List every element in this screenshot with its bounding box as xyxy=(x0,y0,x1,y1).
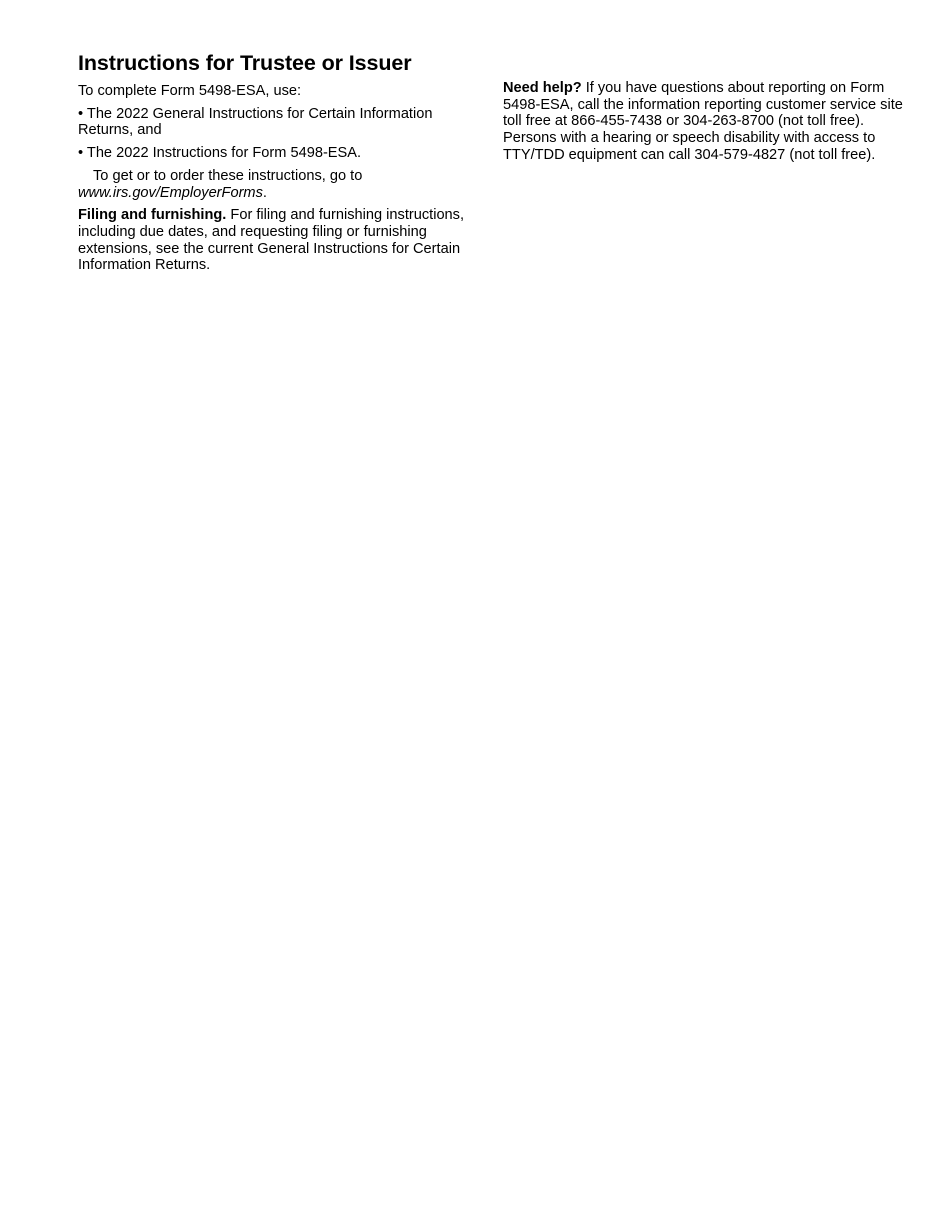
filing-paragraph xyxy=(78,207,470,274)
employer-forms-link[interactable]: www.irs.gov/EmployerForms xyxy=(78,184,263,201)
bullet-form-instructions: • The 2022 Instructions for Form 5498-ESA. xyxy=(78,145,362,162)
filing-text: For filing and furnishing instructions, including due dates, and requesting filing or furnishing extensions, see the current General Instructions for Certain Information Returns. xyxy=(78,207,465,274)
get-order-paragraph xyxy=(78,168,470,201)
page-title: Instructions for Trustee or Issuer xyxy=(78,51,412,75)
bullet-general-instructions: • The 2022 General Instructions for Certain Information Returns, and xyxy=(78,105,433,139)
filing-heading: Filing and furnishing. xyxy=(78,207,227,224)
left-column xyxy=(78,50,470,274)
get-order-period: . xyxy=(262,184,267,201)
right-column xyxy=(503,80,903,164)
help-paragraph xyxy=(503,80,903,164)
help-text: If you have questions about reporting on Form 5498-ESA, call the information reporting customer service site toll free at 866-455-7438 or 304-263-8700 (not toll free). Persons with a hearing or speech disability with access to TTY/TDD equipment can call 304-579-4827 (not toll free). xyxy=(503,80,903,163)
help-heading: Need help? xyxy=(503,80,582,96)
intro-text: To complete Form 5498-ESA, use: xyxy=(78,83,302,99)
get-order-text: To get or to order these instructions, go to xyxy=(93,167,363,184)
